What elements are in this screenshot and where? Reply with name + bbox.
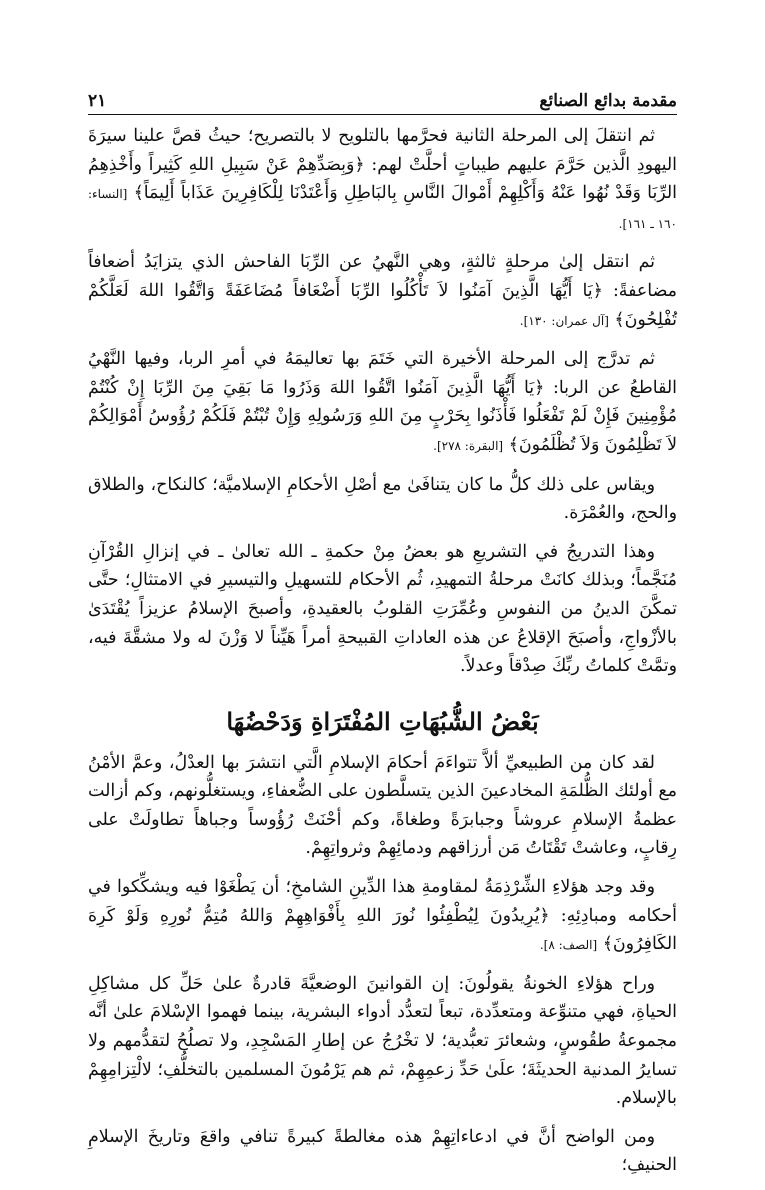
paragraph-stage-two [88,122,677,238]
paragraph-resistance [88,873,677,960]
paragraph-final-stage [88,345,677,460]
quran-reference: [النساء: ١٦٠ ـ ١٦١]. [88,187,677,231]
paragraph-text: ثم تدرَّج إلى المرحلة الأخيرة التي خَتَمَ بها تعاليمَهُ في أمرِ الربا، وفيها النَّهْيُ القاطعُ عن الربا: ﴿يَا أَيُّهَا الَّذِينَ آمَنُوا اتَّقُوا اللهَ وَذَرُوا مَا بَقِيَ مِنَ الرِّبَا إِنْ كُنْتُمْ مُؤْمِنِينَ فَإِنْ لَمْ تَفْعَلُوا فَأْذَنُوا بِحَرْبٍ مِنَ اللهِ وَرَسُولِهِ وَإِنْ تُبْتُمْ فَلَكُمْ رُؤُوسُ أَمْوَالِكُمْ لاَ تَظْلِمُونَ وَلاَ تُظْلَمُونَ﴾ [88,349,677,455]
section-heading: بَعْضُ الشُّبُهَاتِ المُفْتَرَاةِ وَدَحْضُهَا [226,706,539,736]
paragraph-nature [88,749,677,863]
page-number: ٢١ [88,91,107,111]
paragraph-text: لقد كان من الطبيعيِّ ألاَّ تتواءَمَ أحكامَ الإسلامِ الَّتي انتشرَ بها العدْلُ، وعمَّ الأمْنُ مع أولئك الظُّلمَةِ المخادعينَ الذين يتسلَّطون على الضُّعفاءِ، ويستغلُّونهم، وكم أزالت عظمةُ الإسلامِ عروشاً وجبابرَةً وطغاةً، وكم أحْنَتْ رُؤُوساً وجباهاً تطاولَتْ على رِقابٍ، وعاشتْ تَقْتَاتُ مَن أرزاقهم ودمائِهِمْ وثرواتِهِمْ. [88,752,677,859]
page-header [88,82,677,115]
paragraph-gradualism [88,538,677,681]
quran-reference: [الصف: ٨]. [539,938,598,953]
paragraph-text: وهذا التدريجُ في التشريعِ هو بعضُ مِنْ حكمةِ ـ الله تعالىٰ ـ في إنزالِ القُرْآنِ مُنَجَّماً؛ وبذلك كانَتْ مرحلةُ التمهيدِ، ثُم الأحكام للتسهيلِ والتيسيرِ في الامتثالِ؛ حتَّى تمكَّنَ الدينُ من النفوسِ وعُمِّرَتِ القلوبُ بالعقيدةِ، وأصبحَ الإسلامُ عزيزاً يُقْتَدَىٰ بالأزْواجِ، وأصبَحَ الإقلاعُ عن هذه العاداتِ القبيحةِ أمراً هَيِّناً لا وَزْنَ له ولا مشقَّةَ فيه، وتمَّتْ كلماتُ ربِّكَ صِدْقاً وعدلاً. [88,541,677,677]
page-body [88,122,677,1190]
quran-reference: [البقرة: ٢٧٨]. [433,438,504,453]
running-title: مقدمة بدائع الصنائع [539,91,677,111]
paragraph-text: ومن الواضح أنَّ في ادعاءاتِهِمْ هذه مغالطةً كبيرةً تنافي واقعَ وتاريخَ الإسلامِ الحنيفِ؛ [88,1126,677,1176]
paragraph-text: وراح هؤلاءِ الخونةُ يقولُونَ: إن القوانينَ الوضعيَّةَ قادرةٌ علىٰ حَلِّ كل مشاكِلِ الحياةِ، فهي متنوِّعة ومتعدِّدة، تبعاً لتعدُّد أدواء البشرية، بينما فهموا الإسْلامَ علىٰ أنَّه مجموعةُ طقُوسٍ، وشعائرَ تعبُّدية؛ لا تخْرُجُ عن إطارِ المَسْجِدِ، ولا تصلُحُ لتقدُّمهم ولا تسايرُ المدنية الحديثَةَ؛ علَىٰ حَدِّ زعمِهِمْ، ثم هم يَرْمُونَ المسلمين بالتخلُّفِ؛ لالْتِزامِهِمْ بالإسلام. [88,973,677,1109]
paragraph-fallacy [88,1123,677,1180]
paragraph-text: ويقاس على ذلك كلُّ ما كان يتنافَىٰ مع أصْلِ الأحكامِ الإسلاميَّة؛ كالنكاح، والطلاق والحج، والعُمْرَة. [88,474,677,524]
paragraph-claims [88,970,677,1113]
paragraph-text: وقد وجد هؤلاءِ الشِّرْذِمَةُ لمقاومةِ هذا الدِّينِ الشامخِ؛ أن يَطْغَوْا فيه ويشكِّكوا في أحكامه ومبادِئِهِ: ﴿يُرِيدُونَ لِيُطْفِئُوا نُورَ اللهِ بِأَفْوَاهِهِمْ وَاللهُ مُتِمُّ نُورِهِ وَلَوْ كَرِهَ الكَافِرُونَ﴾ [88,877,677,955]
paragraph-text: ثم انتقلَ إلى المرحلة الثانية فحرَّمها بالتلويح لا بالتصريح؛ حيثُ قصَّ علينا سيرَةَ اليهودِ الَّذين حَرَّمَ عليهم طيباتٍ أحلَّتْ لهم: ﴿وَبِصَدِّهِمْ عَنْ سَبِيلِ اللهِ كَثِيراً وأَخْذِهِمُ الرِّبَا وَقَدْ نُهُوا عَنْهُ وَأَكْلِهِمْ أَمْوالَ النَّاسِ بِالبَاطِلِ وَأَعْتَدْنَا لِلْكَافِرِينَ عَذَاباً أَلِيمَاً﴾ [88,126,678,204]
paragraph-text: ثم انتقل إلىٰ مرحلةٍ ثالثةٍ، وهي النَّهيُ عن الرِّبَا الفاحش الذي يتزايَدُ أضعافاً مضاعفةً: ﴿يَا أَيُّهَا الَّذِينَ آمَنُوا لاَ تَأْكُلُوا الرِّبَا أَضْعَافاً مُضَاعَفَةً وَاتَّقُوا اللهَ لَعَلَّكُمْ تُفْلِحُونَ﴾ [88,252,677,330]
quran-reference: [آل عمران: ١٣٠]. [519,313,609,328]
paragraph-stage-three [88,248,677,335]
paragraph-analogy [88,471,677,528]
